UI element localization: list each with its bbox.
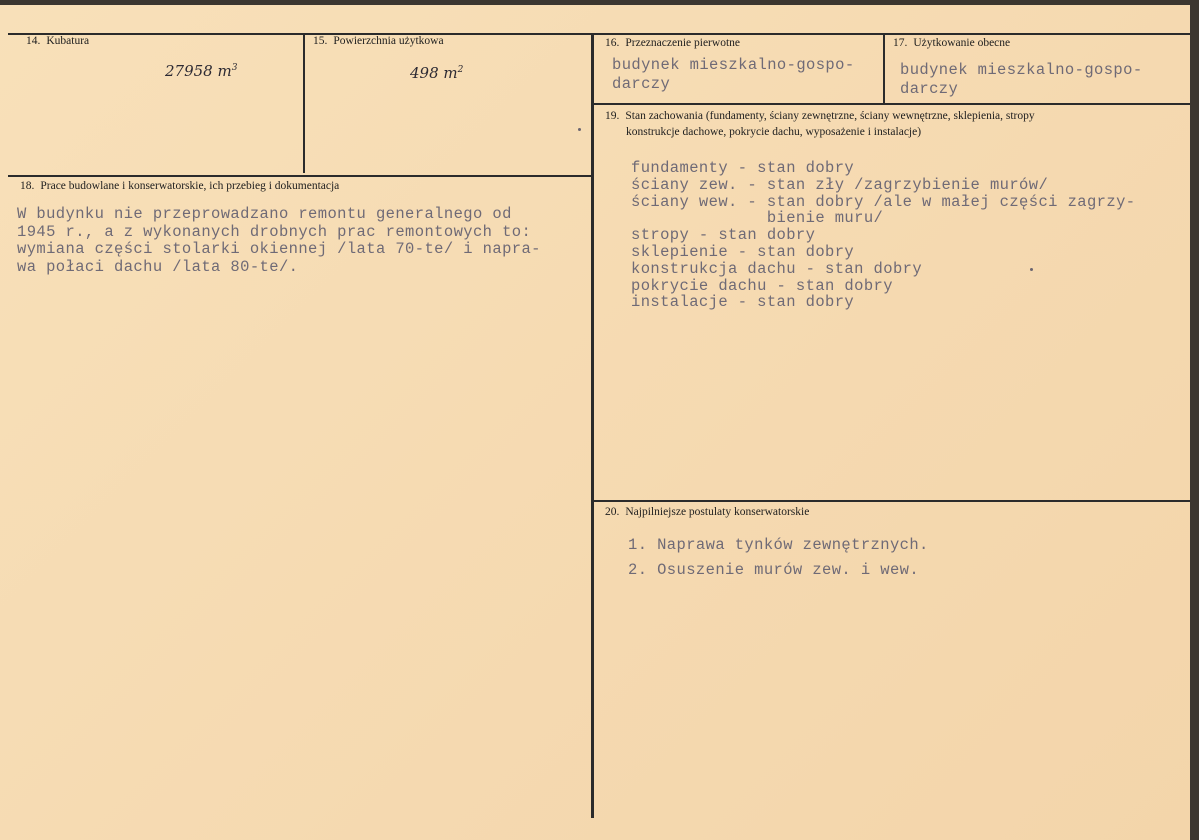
field-15-number: 15. [313,35,328,47]
scan-edge-top [0,0,1199,5]
field-14-title: Kubatura [46,35,90,47]
line-under-16-17 [593,103,1190,105]
field-16-number: 16. [605,37,620,49]
field-16-line-1: budynek mieszkalno-gospo- [612,56,855,74]
volume-value: 27958 [165,62,213,80]
ink-speck [1030,268,1033,271]
field-18-line-1: W budynku nie przeprowadzano remontu generalnego od [17,205,512,223]
field-17-title: Użytkowanie obecne [913,37,1011,49]
field-18-line-3: wymiana części stolarki okiennej /lata 70-te/ i napra- [17,240,541,258]
center-divider [591,33,594,818]
field-15-label [313,35,444,47]
field-18-title: Prace budowlane i konserwatorskie, ich przebieg i dokumentacja [40,180,340,192]
line-above-20 [593,500,1190,502]
field-19-title-line-1: Stan zachowania (fundamenty, ściany zewnętrzne, ściany wewnętrzne, sklepienia, stropy [625,110,1035,122]
field-14-value [165,62,237,80]
field-18-text [17,206,541,276]
field-19-text [631,160,1135,311]
field-20-title: Najpilniejsze postulaty konserwatorskie [625,506,810,518]
field-20-number: 20. [605,506,620,518]
field-14-number: 14. [26,35,41,47]
field-19-title-line-2: konstrukcje dachowe, pokrycie dachu, wyposażenie i instalacje) [626,126,922,138]
field-18-number: 18. [20,180,35,192]
divider-14-15 [303,33,305,173]
field-18-line-4: wa połaci dachu /lata 80-te/. [17,257,299,276]
field-17-text [900,61,1143,99]
field-19-number: 19. [605,110,620,122]
condition-inner-walls-cont: bienie muru/ [631,209,884,228]
field-17-line-2: darczy [900,80,959,98]
field-16-label [605,37,740,49]
top-border [8,33,1190,35]
field-16-title: Przeznaczenie pierwotne [625,37,740,49]
field-20-text [628,533,929,583]
condition-ceilings: stropy - stan dobry [631,226,816,245]
condition-inner-walls: ściany wew. - stan dobry /ale w małej części zagrzy- [631,192,1136,211]
field-15-title: Powierzchnia użytkowa [333,35,444,47]
field-15-value [410,64,463,82]
field-17-number: 17. [893,37,908,49]
divider-16-17 [883,33,885,103]
volume-unit: m [217,62,232,80]
condition-installations: instalacje - stan dobry [631,293,855,312]
field-16-text [612,56,855,94]
condition-foundations: fundamenty - stan dobry [631,159,855,177]
postulate-1: 1. Naprawa tynków zewnętrznych. [628,536,929,554]
field-16-line-2: darczy [612,75,671,93]
condition-outer-walls: ściany zew. - stan zły /zagrzybienie murów/ [631,175,1049,194]
ink-speck [578,128,581,131]
area-unit: m [443,64,458,82]
condition-roofing: pokrycie dachu - stan dobry [631,276,893,295]
condition-roof-structure: konstrukcja dachu - stan dobry [631,259,923,278]
volume-unit-exp: 3 [231,63,238,73]
field-18-label [20,180,339,192]
field-20-label [605,506,809,518]
postulate-2: 2. Osuszenie murów zew. i wew. [628,561,920,579]
field-18-line-2: 1945 r., a z wykonanych drobnych prac remontowych to: [17,222,532,241]
field-17-label [893,37,1010,49]
area-value: 498 [410,64,439,82]
field-19-label [605,110,1035,122]
field-19-label-cont [626,126,921,138]
line-above-18 [8,175,593,177]
condition-vaults: sklepienie - stan dobry [631,242,855,261]
area-unit-exp: 2 [457,65,464,75]
field-14-label [26,35,89,47]
scan-edge-right [1190,0,1199,840]
field-17-line-1: budynek mieszkalno-gospo- [900,61,1143,79]
